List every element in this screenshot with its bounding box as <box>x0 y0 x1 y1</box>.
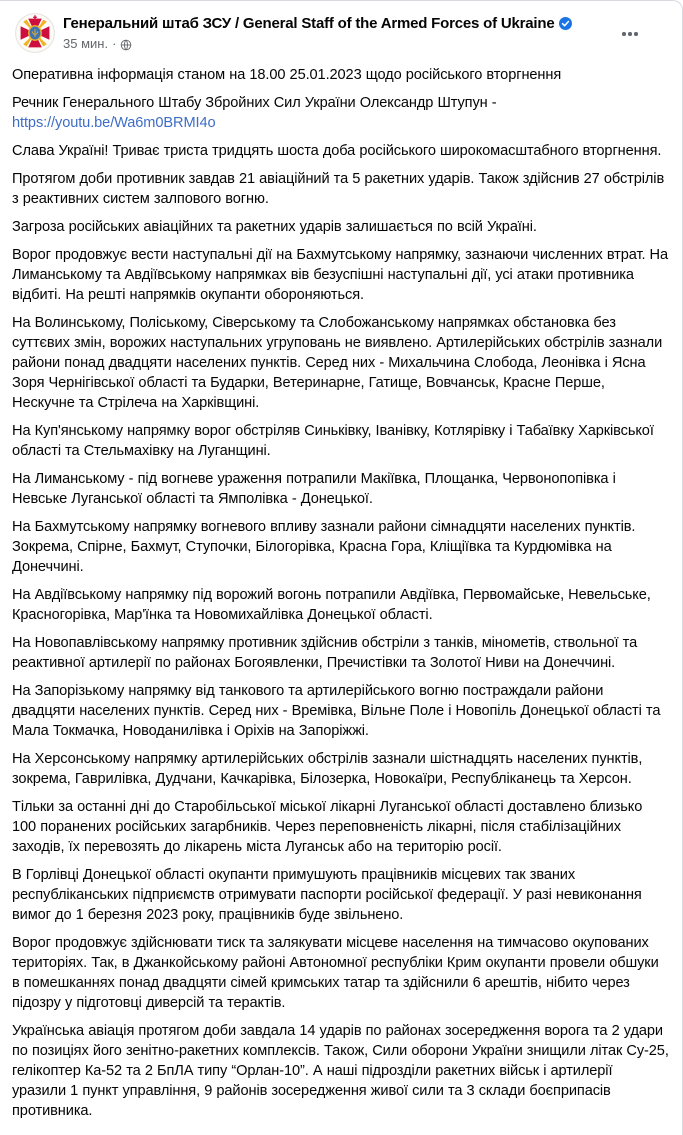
post-paragraph <box>12 749 669 789</box>
meta-separator: · <box>112 36 117 51</box>
paragraph-text: Оперативна інформація станом на 18.00 25.01.2023 щодо російського вторгнення <box>12 67 562 83</box>
paragraph-text: На Лиманському - під вогневе ураження потрапили Макіївка, Площанка, Червонопопівка і Невське Луганської області та Ямполівка - Донецької. <box>12 471 616 507</box>
paragraph-text: Українська авіація протягом доби завдала 14 ударів по районах зосередження ворога та 2 удари по позиціях його зенітно-ракетних комплексів. Також, Сили оборони України знищили літак Су-25, гелікоптер Ка-52 та 2 БпЛА типу “Орлан-10”. А наші підрозділи ракетних військ і артилерії уразили 1 пункт управління, 9 районів зосередження живої сили та 3 склади боєприпасів противника. <box>12 1023 669 1119</box>
post-paragraph <box>12 93 669 133</box>
post-paragraph <box>12 681 669 741</box>
post-paragraph <box>12 245 669 305</box>
post-header <box>0 1 682 57</box>
paragraph-text: На Бахмутському напрямку вогневого впливу зазнали райони сімнадцяти населених пунктів. Зокрема, Спірне, Бахмут, Ступочки, Білогорівка, Красна Гора, Кліщіївка та Курдюмівка на Донеччині. <box>12 519 636 575</box>
paragraph-text: Слава Україні! Триває триста тридцять шоста доба російського широкомасштабного вторгнення. <box>12 143 662 159</box>
verified-badge-icon <box>559 17 572 30</box>
post-paragraph <box>12 865 669 925</box>
avatar[interactable] <box>15 13 55 53</box>
post-paragraph <box>12 585 669 625</box>
paragraph-text: Тільки за останні дні до Старобільської міської лікарні Луганської області доставлено близько 100 поранених російських загарбників. Через переповненість лікарні, після стабілізаційних заходів, їх перевозять до лікарень міста Луганськ або на територію росії. <box>12 799 643 855</box>
youtube-link[interactable]: https://youtu.be/Wa6m0BRMI4o <box>12 115 216 131</box>
paragraph-text: На Куп'янському напрямку ворог обстріляв Синьківку, Іванівку, Котлярівку і Табаївку Харківської області та Стельмахівку на Луганщині. <box>12 423 654 459</box>
ellipsis-icon <box>622 32 626 36</box>
paragraph-text: На Херсонському напрямку артилерійських обстрілів зазнали шістнадцять населених пунктів, зокрема, Гаврилівка, Дудчани, Качкарівка, Білозерка, Новокаїри, Республіканець та Херсон. <box>12 751 643 787</box>
header-texts <box>63 13 572 52</box>
paragraph-text: Ворог продовжує здійснювати тиск та залякувати місцеве населення на тимчасово окупованих територіях. Так, в Джанкойському районі Автономної республіки Крим окупанти провели обшуки в помешканнях понад двадцяти сімей кримських татар та здійснили 6 арештів, нібито через підозру у підготовці диверсій та терактів. <box>12 935 659 1011</box>
paragraph-text: Речник Генерального Штабу Збройних Сил України Олександр Штупун - <box>12 95 497 111</box>
post-meta <box>63 36 572 52</box>
post-paragraph <box>12 1021 669 1121</box>
post-body <box>0 57 682 1135</box>
post-paragraph <box>12 141 669 161</box>
paragraph-text: На Запорізькому напрямку від танкового та артилерійського вогню постраждали райони двадцяти населених пунктів. Серед них - Времівка, Вільне Поле і Новопіль Донецької області та Мала Токмачка, Новоданилівка і Оріхів на Запоріжжі. <box>12 683 661 739</box>
post-paragraph <box>12 169 669 209</box>
post-options-button[interactable] <box>614 22 646 46</box>
post-paragraph <box>12 517 669 577</box>
post-paragraph <box>12 217 669 237</box>
general-staff-emblem-icon <box>15 13 55 53</box>
paragraph-text: На Авдіївському напрямку під ворожий вогонь потрапили Авдіївка, Первомайське, Невельське, Красногорівка, Мар'їнка та Новомихайлівка Донецької області. <box>12 587 651 623</box>
page-name-link[interactable]: Генеральний штаб ЗСУ / General Staff of the Armed Forces of Ukraine <box>63 15 555 32</box>
paragraph-text: На Новопавлівському напрямку противник здійснив обстріли з танків, мінометів, ствольної та реактивної артилерії по районах Богоявленки, Пречистівки та Золотої Ниви на Донеччині. <box>12 635 638 671</box>
globe-icon <box>120 39 132 51</box>
post-paragraph <box>12 469 669 509</box>
timestamp-link[interactable]: 35 мин. <box>63 36 109 51</box>
post-paragraph <box>12 313 669 413</box>
paragraph-text: Ворог продовжує вести наступальні дії на Бахмутському напрямку, зазнаючи численних втрат. На Лиманському та Авдіївському напрямках вів безуспішні наступальні дії, усі атаки противника відбиті. На решті напрямків окупанти обороняються. <box>12 247 669 303</box>
paragraph-text: На Волинському, Поліському, Сіверському та Слобожанському напрямках обстановка без суттєвих змін, ворожих наступальних угруповань не виявлено. Артилерійських обстрілів зазнали райони понад двадцяти населених пунктів. Серед них - Михальчина Слобода, Леонівка і Ясна Зоря Чернігівської області та Бударки, Ветеринарне, Гатище, Вовчанськ, Красне Перше, Нескучне та Стрілеча на Харківщині. <box>12 315 663 411</box>
post-paragraph <box>12 797 669 857</box>
paragraph-text: Протягом доби противник завдав 21 авіаційний та 5 ракетних ударів. Також здійснив 27 обстрілів з реактивних систем залпового вогню. <box>12 171 665 207</box>
paragraph-text: В Горлівці Донецької області окупанти примушують працівників місцевих так званих республіканських підприємств отримувати паспорти російської федерації. У разі невиконання вимог до 1 березня 2023 року, працівників буде звільнено. <box>12 867 642 923</box>
paragraph-text: Загроза російських авіаційних та ракетних ударів залишається по всій Україні. <box>12 219 537 235</box>
post-paragraph <box>12 933 669 1013</box>
post-paragraph <box>12 421 669 461</box>
post-paragraph <box>12 65 669 85</box>
post-paragraph <box>12 633 669 673</box>
